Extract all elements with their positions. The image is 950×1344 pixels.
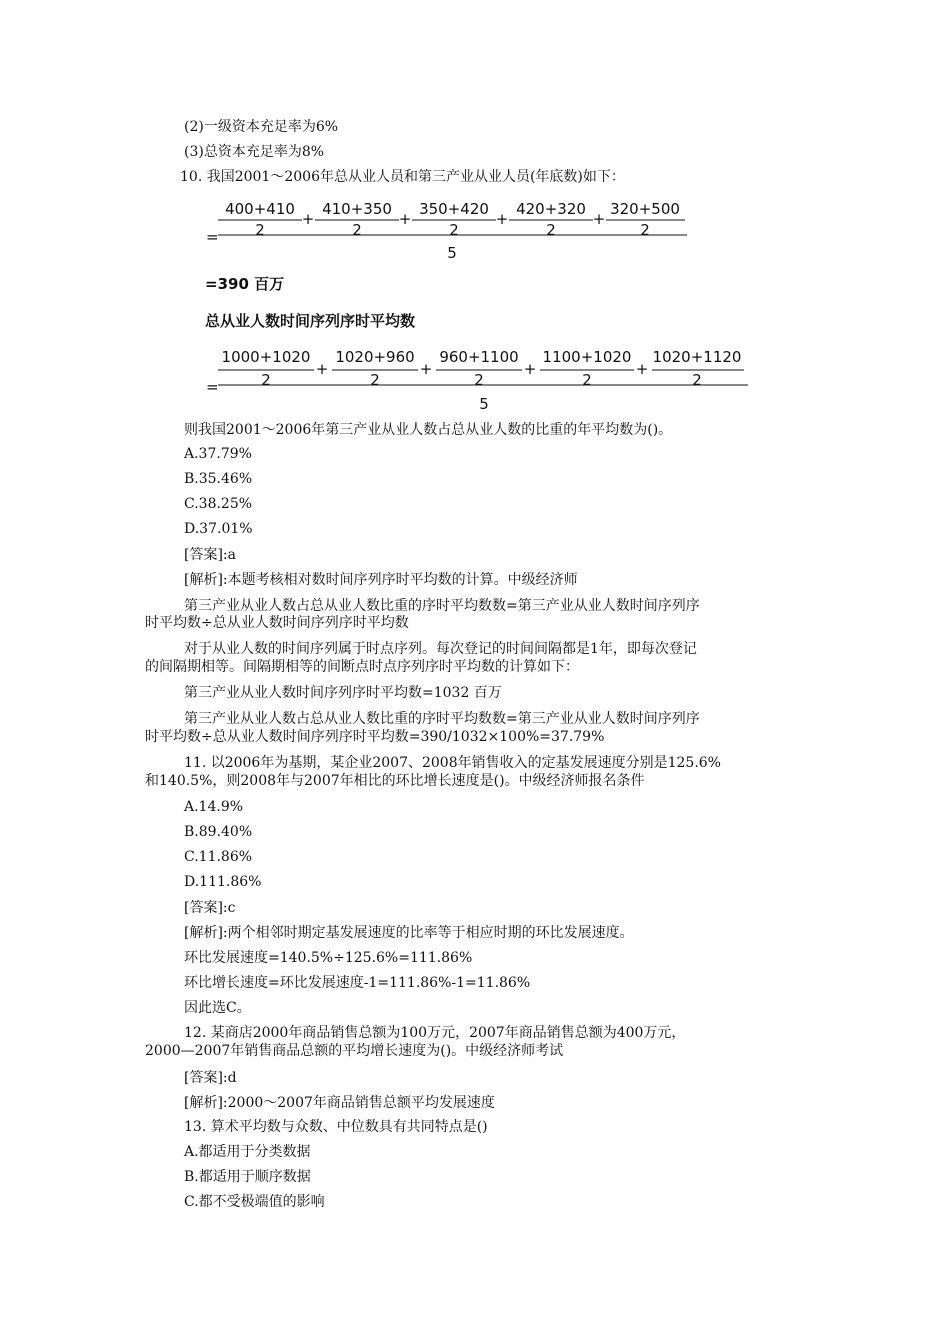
plus-sign: + xyxy=(315,360,329,378)
option-b: B.89.40% xyxy=(184,824,253,840)
term-numerator: 400+410 xyxy=(225,200,295,218)
answer: [答案]:d xyxy=(184,1070,237,1086)
formula-eq: = xyxy=(206,228,219,246)
fraction-term xyxy=(315,200,399,239)
plus-sign: + xyxy=(398,210,412,228)
term-denominator: 2 xyxy=(370,371,380,389)
question-11: 和140.5%，则2008年与2007年相比的环比增长速度是()。中级经济师报名条件 xyxy=(145,773,645,789)
fraction-term xyxy=(332,348,418,389)
fraction-term xyxy=(218,348,314,389)
fraction-term xyxy=(540,348,634,389)
paragraph-line: 第三产业从业人数时间序列序时平均数=1032 百万 xyxy=(184,685,502,701)
paragraph-line: 第三产业从业人数占总从业人数比重的序时平均数数=第三产业从业人数时间序列序 xyxy=(184,598,700,614)
term-denominator: 2 xyxy=(255,221,265,239)
section-heading: 总从业人数时间序列序时平均数 xyxy=(205,312,416,330)
formula-eq: = xyxy=(206,378,219,396)
paragraph-line: 时平均数÷总从业人数时间序列序时平均数=390/1032×100%=37.79% xyxy=(145,729,605,745)
paragraph-line: 因此选C。 xyxy=(184,1000,251,1016)
question-11: 11. 以2006年为基期，某企业2007、2008年销售收入的定基发展速度分别是125.6% xyxy=(184,755,721,771)
question-12: 2000—2007年销售商品总额的平均增长速度为()。中级经济师考试 xyxy=(145,1043,564,1059)
term-denominator: 2 xyxy=(474,371,484,389)
term-numerator: 1020+1120 xyxy=(652,348,742,366)
fraction-term xyxy=(412,200,496,239)
question-stem: 则我国2001～2006年第三产业从业人数占总从业人数的比重的年平均数为()。 xyxy=(184,422,673,438)
term-numerator: 1000+1020 xyxy=(221,348,311,366)
formula-1 xyxy=(200,190,700,268)
paragraph-line: 的间隔期相等。间隔期相等的间断点时点序列序时平均数的计算如下： xyxy=(145,659,579,675)
term-denominator: 2 xyxy=(692,371,702,389)
answer: [答案]:c xyxy=(184,900,236,916)
term-denominator: 2 xyxy=(582,371,592,389)
option-a: A.都适用于分类数据 xyxy=(184,1144,311,1160)
plus-sign: + xyxy=(635,360,649,378)
term-denominator: 2 xyxy=(352,221,362,239)
question-12: 12. 某商店2000年商品销售总额为100万元，2007年商品销售总额为400万元， xyxy=(184,1025,686,1041)
option-c: C.都不受极端值的影响 xyxy=(184,1194,325,1210)
formula-divisor: 5 xyxy=(447,244,457,262)
term-denominator: 2 xyxy=(261,371,271,389)
question-10: 10. 我国2001～2006年总从业人员和第三产业从业人员(年底数)如下： xyxy=(180,169,625,185)
option-c: C.38.25% xyxy=(184,496,253,512)
option-b: B.都适用于顺序数据 xyxy=(184,1169,311,1185)
plus-sign: + xyxy=(419,360,433,378)
option-a: A.37.79% xyxy=(184,446,252,462)
paragraph-line: 第三产业从业人数占总从业人数比重的序时平均数数=第三产业从业人数时间序列序 xyxy=(184,711,700,727)
term-numerator: 350+420 xyxy=(419,200,489,218)
paragraph-line: 时平均数÷总从业人数时间序列序时平均数 xyxy=(145,615,409,631)
option-d: D.111.86% xyxy=(184,874,262,890)
term-numerator: 410+350 xyxy=(322,200,392,218)
paragraph-line: 环比增长速度=环比发展速度-1=111.86%-1=11.86% xyxy=(184,975,531,991)
text-line: (3)总资本充足率为8% xyxy=(184,144,325,160)
fraction-term xyxy=(606,200,685,239)
term-denominator: 2 xyxy=(640,221,650,239)
text-line: (2)一级资本充足率为6% xyxy=(184,119,339,135)
formula-divisor: 5 xyxy=(479,395,489,413)
fraction-term xyxy=(436,348,522,389)
option-c: C.11.86% xyxy=(184,849,253,865)
fraction-term xyxy=(218,200,302,239)
term-numerator: 960+1100 xyxy=(439,348,519,366)
option-d: D.37.01% xyxy=(184,521,253,537)
term-numerator: 1020+960 xyxy=(335,348,415,366)
plus-sign: + xyxy=(301,210,315,228)
explanation: [解析]:两个相邻时期定基发展速度的比率等于相应时期的环比发展速度。 xyxy=(184,925,634,941)
explanation: [解析]:2000～2007年商品销售总额平均发展速度 xyxy=(184,1095,495,1111)
term-numerator: 320+500 xyxy=(610,200,680,218)
plus-sign: + xyxy=(495,210,509,228)
question-13: 13. 算术平均数与众数、中位数具有共同特点是() xyxy=(184,1119,488,1135)
term-denominator: 2 xyxy=(546,221,556,239)
option-a: A.14.9% xyxy=(184,799,244,815)
formula-result: =390 百万 xyxy=(205,275,285,293)
formula-2 xyxy=(200,340,760,418)
plus-sign: + xyxy=(592,210,606,228)
paragraph-line: 环比发展速度=140.5%÷125.6%=111.86% xyxy=(184,950,473,966)
term-numerator: 420+320 xyxy=(516,200,586,218)
fraction-term xyxy=(652,348,744,389)
explanation: [解析]:本题考核相对数时间序列序时平均数的计算。中级经济师 xyxy=(184,572,578,588)
plus-sign: + xyxy=(523,360,537,378)
fraction-term xyxy=(509,200,593,239)
term-denominator: 2 xyxy=(449,221,459,239)
option-b: B.35.46% xyxy=(184,471,253,487)
paragraph-line: 对于从业人数的时间序列属于时点序列。每次登记的时间间隔都是1年，即每次登记 xyxy=(184,641,697,657)
answer: [答案]:a xyxy=(184,547,236,563)
term-numerator: 1100+1020 xyxy=(542,348,632,366)
